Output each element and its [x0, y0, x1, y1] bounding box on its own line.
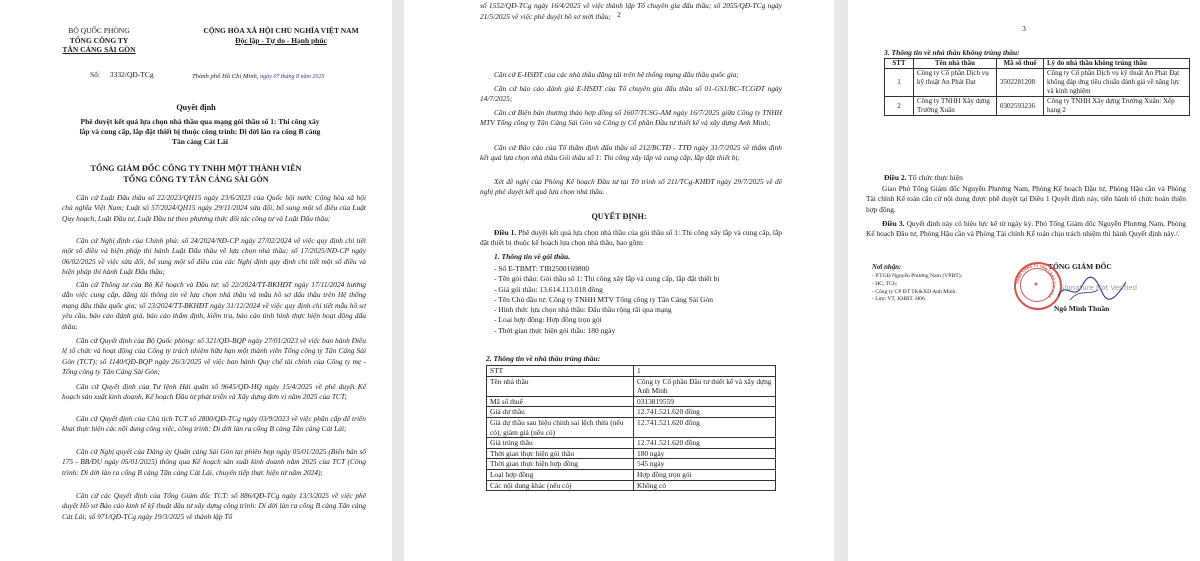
table-cell: Thời gian thực hiện hợp đồng	[487, 459, 634, 470]
table-row	[487, 396, 776, 407]
table-row	[487, 366, 776, 377]
national-header	[176, 26, 386, 45]
doc-type: Quyết định	[176, 103, 216, 112]
org-header-left	[44, 26, 154, 55]
recipient-item: - Lưu: VT, KHĐT. H06.	[872, 296, 927, 303]
loser-table	[884, 58, 1190, 116]
authority-line: TỔNG CÔNG TY TÂN CẢNG SÀI GÒN	[123, 175, 269, 184]
table-cell: Không có	[634, 480, 776, 491]
authority-line: TỔNG GIÁM ĐỐC CÔNG TY TNHH MỘT THÀNH VIÊN	[90, 164, 302, 173]
doc-number	[90, 70, 154, 81]
package-info-item: - Thời gian thực hiện gói thầu: 180 ngày	[494, 325, 616, 335]
consideration: Căn cứ Quyết định của Tư lệnh Hải quân số 9645/QĐ-HQ ngày 15/4/2025 về phê duyệt Kế hoạch sản xuất kinh doanh, Kế hoạch Đầu tư phát triển và Xây dựng đơn vị năm 2025 của TCT;	[62, 382, 366, 402]
table-header-row	[885, 59, 1190, 69]
subject-line: lắp và cung cấp, lắp đặt thiết bị thuộc công trình: Di dời làn ra cổng B cảng	[79, 127, 321, 136]
package-info-item: - Giá gói thầu: 13.614.113.018 đồng	[494, 284, 603, 294]
package-info-item: - Tên gói thầu: Gói thầu số 1: Thi công xây lắp và cung cấp, lắp đặt thiết bị	[494, 274, 720, 284]
section-1-title: 1. Thông tin về gói thầu.	[494, 252, 571, 261]
section-3-title: 3. Thông tin về nhà thầu không trúng thầu:	[884, 48, 1020, 57]
article-2-text: Giao Phó Tổng Giám đốc Nguyễn Phương Nam, Phòng Kế hoạch Đầu tư, Phòng Hậu cần và Phòng Tài chính Kế toán căn cứ nội dung được phê duyệt tại Điều 1 Quyết định này, tiến hành tổ chức hoàn thiện hợp đồng.	[866, 184, 1186, 214]
consideration: Căn cứ Báo cáo của Tổ thẩm định đấu thầu số 212/BCTĐ - TTĐ ngày 31/7/2025 về thẩm định kết quả lựa chọn nhà thầu Gói thầu số 1: Thi công xây lắp và cung cấp, lắp đặt thiết bị;	[480, 143, 782, 163]
table-cell: Công ty TNHH Xây dựng Trường Xuân	[914, 97, 997, 116]
table-header-cell: Mã số thuế	[997, 59, 1044, 69]
table-cell: Công ty TNHH Xây dựng Trường Xuân: Xếp hạng 2	[1044, 97, 1190, 116]
subject-line: Phê duyệt kết quả lựa chọn nhà thầu qua mạng gói thầu số 1: Thi công xây	[80, 117, 320, 126]
table-cell: 12.741.521.620 đồng	[634, 407, 776, 418]
table-row	[487, 469, 776, 480]
consideration: Căn cứ Quyết định của Chủ tịch TCT số 2800/QĐ-TCg ngày 03/9/2023 về việc phân cấp để triển khai thực hiện các nội dung công việc, công trình: Di dời làn ra cổng B cảng Tân cảng Cát Lái;	[62, 414, 366, 434]
table-cell: Công ty Cổ phần Đầu tư thiết kế và xây dựng Anh Minh	[634, 376, 776, 396]
consideration: Căn cứ Quyết định của Bộ Quốc phòng: số 321/QĐ-BQP ngày 27/01/2023 về việc ban hành Điều lệ tổ chức và hoạt động của Công ty trách nhiệm hữu hạn một thành viên Tổng công ty Tân Cảng Sài Gòn (TCT); số 1140/QĐ-BQP ngày 26/3/2025 về việc ban hành Quy chế tài chính của Công ty mẹ - Tổng công ty Tân Cảng Sài Gòn;	[62, 336, 366, 377]
table-cell: 1	[634, 366, 776, 377]
doc-number-label: Số:	[90, 70, 101, 79]
table-cell: Các nội dung khác (nếu có)	[487, 480, 634, 491]
decision-heading: QUYẾT ĐỊNH:	[591, 212, 647, 221]
recipient-item: - Công ty CP ĐT TK&XD Anh Minh;	[872, 288, 957, 295]
handwritten-date: ngày 07 tháng 8 năm 2025	[260, 74, 325, 80]
nation-motto: Độc lập - Tự do - Hạnh phúc	[235, 35, 327, 45]
consideration-continued: số 1552/QĐ-TCg ngày 16/4/2025 về việc thành lập Tổ chuyên gia đấu thầu; số 2055/QĐ-TCg ngày 21/5/2025 về việc phê duyệt hồ sơ mời thầu;	[480, 1, 782, 21]
page-number: 2	[617, 10, 621, 19]
article-2-heading	[884, 173, 963, 184]
table-cell: Loại hợp đồng	[487, 469, 634, 480]
recipients-list	[872, 273, 962, 304]
table-row	[487, 480, 776, 491]
table-cell: 0302593236	[997, 97, 1044, 116]
doc-subject	[30, 117, 370, 147]
stamp-text: TỔNG CÔNG TY TÂN CẢNG SÀI GÒN	[1015, 263, 1057, 299]
document-page-2	[404, 0, 834, 561]
document-page-1	[0, 0, 392, 561]
article-1-text: Phê duyệt kết quả lựa chọn nhà thầu của gói thầu số 1: Thi công xây lắp và cung cấp, lắp đặt thiết bị thuộc kế hoạch lựa chọn nhà thầu, bao gồm:	[480, 228, 782, 248]
table-row	[885, 69, 1190, 97]
table-row	[487, 417, 776, 437]
table-row	[885, 97, 1190, 116]
table-cell: 0313819559	[634, 396, 776, 407]
consideration: Căn cứ báo cáo đánh giá E-HSĐT của Tổ chuyên gia đấu thầu số 01-GS1/BC-TCGĐT ngày 14/7/2025;	[480, 84, 782, 104]
org-name: TÂN CẢNG SÀI GÒN	[62, 45, 136, 55]
table-cell: 180 ngày	[634, 448, 776, 459]
table-cell: Hợp đồng trọn gói	[634, 469, 776, 480]
org-ministry: BỘ QUỐC PHÒNG	[68, 26, 130, 35]
table-cell: Thời gian thực hiện gói thầu	[487, 448, 634, 459]
place-date	[192, 72, 324, 83]
table-header-cell: Lý do nhà thầu không trúng thầu	[1044, 59, 1190, 69]
table-row	[487, 407, 776, 418]
article-2-title: Tổ chức thực hiện	[908, 173, 963, 182]
package-info-list	[494, 264, 719, 336]
consideration: Xét đề nghị của Phòng Kế hoạch Đầu tư tại Tờ trình số 211/TCg-KHĐT ngày 29/7/2025 về đề nghị phê duyệt kết quả lựa chọn nhà thầu.	[480, 177, 782, 197]
package-info-item: - Loại hợp đồng: Hợp đồng trọn gói	[494, 315, 602, 325]
article-3-text: Quyết định này có hiệu lực kể từ ngày ký. Phó Tổng Giám đốc Nguyễn Phương Nam, Phòng Kế hoạch Đầu tư, Phòng Hậu cần và Phòng Tài chính Kế toán chịu trách nhiệm thi hành Quyết định này./.	[866, 219, 1186, 239]
table-cell: 3502281208	[997, 69, 1044, 97]
svg-text:★: ★	[1033, 281, 1039, 288]
page-gap	[834, 0, 848, 561]
digital-signature	[1052, 274, 1138, 304]
table-row	[487, 438, 776, 449]
table-row	[487, 459, 776, 470]
package-info-item: - Số E-TBMT: TIB2500169800	[494, 264, 590, 273]
recipients-title: Nơi nhận:	[872, 264, 902, 271]
signature-status: Signature Not Verified	[1060, 284, 1138, 292]
table-cell: Tên nhà thầu	[487, 376, 634, 396]
recipient-item: - P.TGĐ Nguyễn Phương Nam (VPĐT);	[872, 273, 963, 279]
table-cell: 12.741.521.620 đồng	[634, 438, 776, 449]
table-cell: 1	[885, 69, 914, 97]
table-cell: STT	[487, 366, 634, 377]
signer-name: Ngô Minh Thuần	[1054, 304, 1110, 313]
winner-table	[486, 365, 776, 491]
consideration: Căn cứ Biên bản thương thảo hợp đồng số 1607/TCSG-AM ngày 16/7/2025 giữa Công ty TNHH MTV Tổng công ty Tân Cảng Sài Gòn và Công ty Cổ phần Đầu tư thiết kế và xây dựng Anh Minh;	[480, 108, 782, 128]
nation-title: CỘNG HÒA XÃ HỘI CHỦ NGHĨA VIỆT NAM	[203, 26, 359, 35]
document-page-3	[848, 0, 1200, 561]
consideration: Căn cứ các Quyết định của Tổng Giám đốc TCT: số 886/QĐ-TCg ngày 13/3/2025 về việc phê duyệt Hồ sơ Báo cáo kinh tế kỹ thuật đầu tư xây dựng công trình: Di dời làn ra cổng B cảng Tân cảng Cát Lái; số 971/QĐ-TCg ngày 19/3/2025 về thành lập Tổ	[62, 491, 366, 521]
table-cell: 2	[885, 97, 914, 116]
consideration: Căn cứ Luật Đấu thầu số 22/2023/QH15 ngày 23/6/2023 của Quốc hội nước Cộng hòa xã hội chủ nghĩa Việt Nam; Luật số 57/2024/QH15 ngày 29/11/2024 sửa đổi, bổ sung một số điều của Luật Quy hoạch, Luật Đầu tư, Luật Đầu tư theo phương thức đối tác công tư và Luật Đấu thầu;	[62, 193, 366, 223]
article-1	[480, 228, 782, 249]
table-cell: Giá trúng thầu	[487, 438, 634, 449]
subject-line: Tân cảng Cát Lái	[171, 137, 229, 146]
doc-number-value: 3332/QĐ-TCg	[109, 70, 154, 79]
consideration: Căn cứ Nghị quyết của Đảng ủy Quân cảng Sài Gòn tại phiên họp ngày 05/01/2025 (Biên bản số 175 - BB/ĐU ngày 05/01/2025) thông qua Kế hoạch sản xuất kinh doanh năm 2025 của TCT (Công trình: Di dời làn ra cổng B cảng Tân cảng Cát Lái, chuyển tiếp thực hiện từ năm 2024);	[62, 447, 366, 477]
authority-title	[0, 163, 392, 185]
table-cell: Giá dự thầu sau hiệu chỉnh sai lệch thừa (nếu có), giảm giá (nếu có)	[487, 417, 634, 437]
table-cell: Giá dự thầu	[487, 407, 634, 418]
section-2-title: 2. Thông tin về nhà thầu trúng thầu:	[486, 354, 601, 363]
package-info-item: - Hình thức lựa chọn nhà thầu: Đấu thầu rộng rãi qua mạng	[494, 305, 672, 315]
page-gap	[392, 0, 404, 561]
table-header-cell: STT	[885, 59, 914, 69]
consideration: Căn cứ Thông tư của Bộ Kế hoạch và Đầu tư: số 22/2024/TT-BKHĐT ngày 17/11/2024 hướng dẫn việc cung cấp, đăng tải thông tin về lựa chọn nhà thầu và mẫu hồ sơ đấu thầu trên Hệ thống mạng đấu thầu quốc gia; số 23/2024/TT-BKHĐT ngày 31/12/2024 về việc quy định chi tiết mẫu hồ sơ yêu cầu, báo cáo đánh giá, báo cáo thẩm định, kiểm tra, báo cáo tình hình thực hiện hoạt động đấu thầu;	[62, 280, 366, 331]
table-row	[487, 376, 776, 396]
table-cell: 545 ngày	[634, 459, 776, 470]
recipient-item: - HC, TCh;	[872, 280, 898, 287]
article-2-label: Điều 2.	[884, 173, 907, 182]
signer-title: TỔNG GIÁM ĐỐC	[1048, 262, 1112, 271]
article-3	[866, 219, 1186, 240]
page-number: 3	[1022, 24, 1026, 33]
table-header-cell: Tên nhà thầu	[914, 59, 997, 69]
table-cell: Mã số thuế	[487, 396, 634, 407]
org-corporation: TỔNG CÔNG TY	[69, 35, 129, 45]
article-1-label: Điều 1.	[494, 228, 517, 237]
table-row	[487, 448, 776, 459]
package-info-item: - Tên Chủ đầu tư: Công ty TNHH MTV Tổng công ty Tân Cảng Sài Gòn	[494, 294, 713, 304]
table-cell: Công ty Cổ phần Dịch vụ kỹ thuật An Phát Đạt không đáp ứng tiêu chuẩn đánh giá về năng lực và kinh nghiệm	[1044, 69, 1190, 97]
article-3-label: Điều 3.	[882, 219, 905, 228]
consideration: Căn cứ Nghị định của Chính phủ: số 24/2024/NĐ-CP ngày 27/02/2024 về việc quy định chi tiết một số điều và biện pháp thi hành Luật Đấu thầu về lựa chọn nhà thầu; số 17/2025/NĐ-CP ngày 06/02/2025 về việc sửa đổi, bổ sung một số điều của các Nghị định quy định chi tiết một số điều và biện pháp thi hành Luật Đấu thầu;	[62, 236, 366, 277]
place-prefix: Thành phố Hồ Chí Minh,	[192, 73, 259, 80]
consideration: Căn cứ E-HSĐT của các nhà thầu đăng tải trên hệ thống mạng đấu thầu quốc gia;	[494, 70, 739, 79]
table-cell: 12.741.521.620 đồng	[634, 417, 776, 437]
table-cell: Công ty Cổ phần Dịch vụ kỹ thuật An Phát Đạt	[914, 69, 997, 97]
